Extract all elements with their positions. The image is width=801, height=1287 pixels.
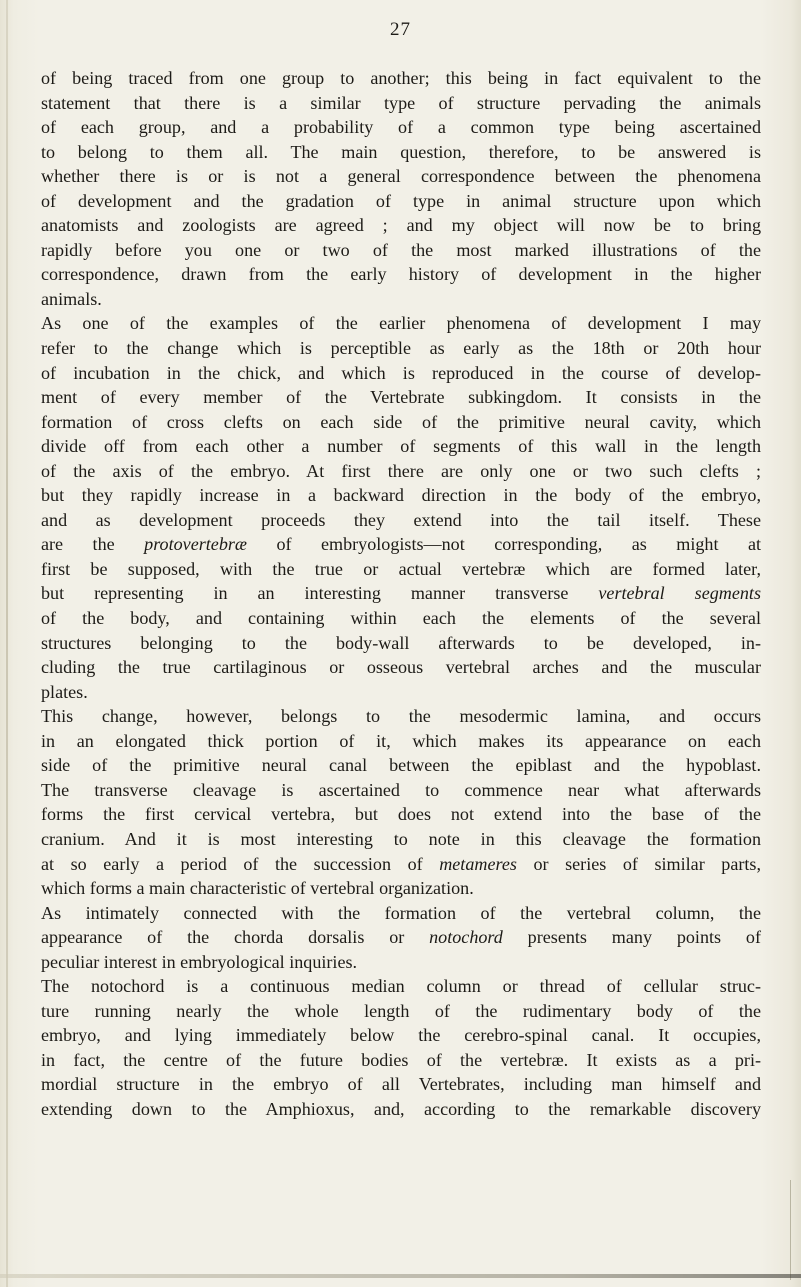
text-line: The notochord is a continuous median column or thread of cellular struc- [41, 976, 761, 997]
text-segment: presents many points of [502, 927, 761, 948]
text-line [41, 532, 761, 557]
text-line: refer to the change which is perceptible as early as the 18th or 20th hour [41, 338, 761, 359]
text-segment: at so early a period of the succession of [41, 853, 440, 874]
text-line [41, 852, 761, 877]
binding-gutter [6, 0, 8, 1287]
text-line: peculiar interest in embryological inquiries. [41, 951, 358, 972]
text-line: As intimately connected with the formation of the vertebral column, the [41, 902, 761, 923]
text-line: but they rapidly increase in a backward direction in the body of the embryo, [41, 485, 761, 506]
text-line: of each group, and a probability of a common type being ascertained [41, 117, 761, 138]
text-line: plates. [41, 681, 88, 702]
text-line: ture running nearly the whole length of the rudimentary body of the [41, 1000, 761, 1021]
text-line: first be supposed, with the true or actual vertebræ which are formed later, [41, 558, 761, 579]
page-number: 27 [390, 19, 411, 40]
text-segment: are the [41, 534, 145, 555]
text-line: which forms a main characteristic of vertebral organization. [41, 878, 474, 899]
text-segment: of embryologists—not corresponding, as might at [247, 534, 762, 555]
text-line: statement that there is a similar type of structure pervading the animals [41, 92, 761, 113]
text-line: ment of every member of the Vertebrate subkingdom. It consists in the [41, 387, 761, 408]
page-bottom-edge [0, 1274, 801, 1278]
text-segment: appearance of the chorda dorsalis or [41, 927, 430, 948]
text-line: in an elongated thick portion of it, which makes its appearance on each [41, 730, 761, 751]
italic-term: vertebral segments [598, 583, 762, 604]
text-line: anatomists and zoologists are agreed ; and my object will now be to bring [41, 215, 761, 236]
text-line: correspondence, drawn from the early history of development in the higher [41, 264, 761, 285]
text-line [41, 925, 761, 950]
italic-term: metameres [439, 853, 517, 874]
page-edge [790, 1180, 791, 1280]
text-line: The transverse cleavage is ascertained to commence near what afterwards [41, 779, 761, 800]
text-line: divide off from each other a number of segments of this wall in the length [41, 436, 761, 457]
text-line: and as development proceeds they extend into the tail itself. These [41, 509, 761, 530]
text-line: As one of the examples of the earlier phenomena of development I may [41, 313, 761, 334]
text-segment: but representing in an interesting manner transverse [41, 583, 599, 604]
text-line: formation of cross clefts on each side of the primitive neural cavity, which [41, 411, 761, 432]
body-text [41, 66, 761, 1122]
text-line [41, 581, 761, 606]
text-line: of the axis of the embryo. At first there are only one or two such clefts ; [41, 460, 761, 481]
text-line: in fact, the centre of the future bodies of the vertebræ. It exists as a pri- [41, 1049, 761, 1070]
text-line: forms the first cervical vertebra, but does not extend into the base of the [41, 804, 761, 825]
text-line: animals. [41, 288, 102, 309]
text-line: cluding the true cartilaginous or osseous vertebral arches and the muscular [41, 657, 761, 678]
text-line: to belong to them all. The main question, therefore, to be answered is [41, 141, 761, 162]
text-line: This change, however, belongs to the mesodermic lamina, and occurs [41, 706, 761, 727]
italic-term: notochord [429, 927, 503, 948]
text-line: cranium. And it is most interesting to note in this cleavage the formation [41, 828, 761, 849]
text-line: rapidly before you one or two of the most marked illustrations of the [41, 239, 761, 260]
text-line: structures belonging to the body-wall afterwards to be developed, in- [41, 632, 761, 653]
italic-term: protovertebræ [144, 534, 247, 555]
text-line: of incubation in the chick, and which is reproduced in the course of develop- [41, 362, 761, 383]
text-line: of the body, and containing within each the elements of the several [41, 608, 761, 629]
text-line: extending down to the Amphioxus, and, according to the remarkable discovery [41, 1098, 761, 1119]
text-line: of being traced from one group to another; this being in fact equivalent to the [41, 68, 761, 88]
text-line: side of the primitive neural canal between the epiblast and the hypoblast. [41, 755, 761, 776]
text-line: whether there is or is not a general correspondence between the phenomena [41, 166, 761, 187]
text-line: embryo, and lying immediately below the cerebro-spinal canal. It occupies, [41, 1025, 761, 1046]
text-line: of development and the gradation of type in animal structure upon which [41, 190, 761, 211]
text-line: mordial structure in the embryo of all Vertebrates, including man himself and [41, 1074, 761, 1095]
text-segment: or series of similar parts, [516, 853, 761, 874]
